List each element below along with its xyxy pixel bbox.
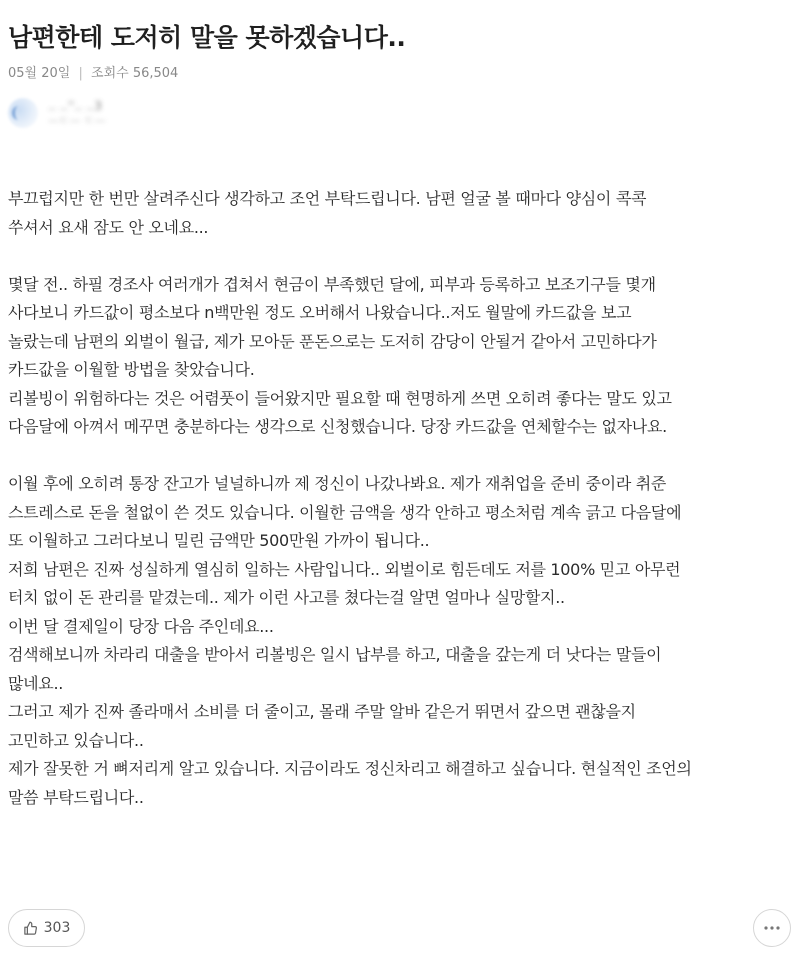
meta-separator: | xyxy=(78,66,83,81)
post-meta xyxy=(8,62,178,81)
post-body xyxy=(8,185,792,812)
body-line: 말씀 부탁드립니다.. xyxy=(8,787,144,807)
views-label: 조회수 xyxy=(91,66,129,81)
body-line: 리볼빙이 위험하다는 것은 어렴풋이 들어왔지만 필요할 때 현명하게 쓰면 오히려 좋다는 말도 있고 xyxy=(8,388,672,408)
body-line: 고민하고 있습니다.. xyxy=(8,730,144,750)
paragraph-gap xyxy=(8,242,792,271)
author-name[interactable]: ‥ ‥''‥ ‥3 xyxy=(48,99,102,113)
body-line: 스트레스로 돈을 철없이 쓴 것도 있습니다. 이월한 금액을 생각 안하고 평소처럼 계속 긁고 다음달에 xyxy=(8,502,682,522)
body-line: 또 이월하고 그러다보니 밀린 금액만 500만원 가까이 됩니다.. xyxy=(8,531,430,550)
post-title: 남편한테 도저히 말을 못하겠습니다.. xyxy=(8,23,406,52)
author-sub: —ㄷ— ㄷ— xyxy=(48,114,106,127)
like-button[interactable] xyxy=(8,909,85,947)
body-line: 제가 잘못한 거 뼈저리게 알고 있습니다. 지금이라도 정신차리고 해결하고 싶습니다. 현실적인 조언의 xyxy=(8,759,692,778)
body-line: 터치 없이 돈 관리를 맡겼는데.. 제가 이런 사고를 쳤다는걸 알면 얼마나 실망할지.. xyxy=(8,588,565,607)
body-line: 카드값을 이월할 방법을 찾았습니다. xyxy=(8,360,255,379)
body-line: 이번 달 결제일이 당장 다음 주인데요... xyxy=(8,616,274,636)
author-info[interactable] xyxy=(8,98,106,128)
body-line: 그러고 제가 진짜 졸라매서 소비를 더 줄이고, 몰래 주말 알바 같은거 뛰면서 갚으면 괜찮을지 xyxy=(8,702,636,721)
body-line: 몇달 전.. 하필 경조사 여러개가 겹쳐서 현금이 부족했던 달에, 피부과 등록하고 보조기구들 몇개 xyxy=(8,274,656,294)
body-line: 부끄럽지만 한 번만 살려주신다 생각하고 조언 부탁드립니다. 남편 얼굴 볼 때마다 양심이 콕콕 xyxy=(8,189,647,208)
paragraph-gap xyxy=(8,442,792,471)
body-line: 놀랐는데 남편의 외벌이 월급, 제가 모아둔 푼돈으로는 도저히 감당이 안될거 같아서 고민하다가 xyxy=(8,331,657,351)
body-line: 사다보니 카드값이 평소보다 n백만원 정도 오버해서 나왔습니다..저도 월말에 카드값을 보고 xyxy=(8,303,632,322)
avatar[interactable] xyxy=(8,98,38,128)
post-date: 05월 20일 xyxy=(8,66,71,81)
views-count: 56,504 xyxy=(132,66,179,81)
thumbs-up-icon xyxy=(23,921,38,936)
more-dots-icon xyxy=(763,925,781,931)
body-line: 검색해보니까 차라리 대출을 받아서 리볼빙은 일시 납부를 하고, 대출을 갚는게 더 낫다는 말들이 xyxy=(8,645,662,664)
body-line: 저희 남편은 진짜 성실하게 열심히 일하는 사람입니다.. 외벌이로 힘든데도 저를 100% 믿고 아무런 xyxy=(8,559,681,579)
body-line: 쑤셔서 요새 잠도 안 오네요... xyxy=(8,217,209,237)
like-count: 303 xyxy=(43,920,71,936)
more-button[interactable] xyxy=(753,909,791,947)
body-line: 많네요.. xyxy=(8,673,64,693)
body-line: 이월 후에 오히려 통장 잔고가 널널하니까 제 정신이 나갔나봐요. 제가 재취업을 준비 중이라 취준 xyxy=(8,474,667,493)
body-line: 다음달에 아껴서 메꾸면 충분하다는 생각으로 신청했습니다. 당장 카드값을 연체할수는 없자나요. xyxy=(8,417,667,436)
author-text xyxy=(48,98,106,128)
